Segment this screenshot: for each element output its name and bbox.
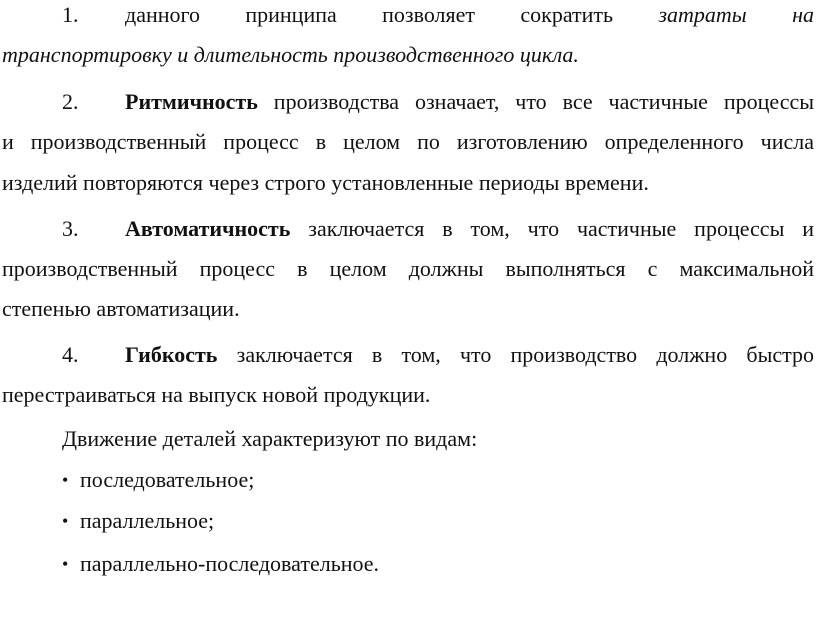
item-4-continuation: перестраиваться на выпуск новой продукции. [2, 382, 431, 407]
item-3-text [125, 214, 814, 244]
item-1-continuation: транспортировку и длительность производственного цикла. [2, 42, 579, 67]
item-1-text [125, 0, 814, 30]
item-4-text [125, 340, 814, 370]
item-3-continuation-2: степенью автоматизации. [2, 296, 240, 321]
item-4-term: Гибкость [125, 342, 218, 367]
item-1-line-2 [0, 40, 816, 70]
item-3-term: Автоматичность [125, 216, 291, 241]
item-2-line-1 [0, 87, 816, 117]
item-3-line-1 [0, 214, 816, 244]
item-1-text-italic: затраты на [658, 2, 814, 27]
item-2-number: 2. [62, 89, 79, 114]
item-3-continuation-1: производственный процесс в целом должны выполняться с максимальной [2, 256, 814, 281]
item-4-line-2 [0, 380, 816, 410]
item-3-number: 3. [62, 216, 79, 241]
item-1-line-1 [0, 0, 816, 30]
bullet-list-item [0, 465, 816, 495]
movement-intro: Движение деталей характеризуют по видам: [62, 426, 478, 451]
item-2-line-3 [0, 168, 816, 198]
item-2-line-2 [0, 127, 816, 157]
item-4-text-rest: заключается в том, что производство должно быстро [236, 342, 815, 367]
bullet-icon: • [62, 554, 69, 574]
bullet-icon: • [62, 470, 69, 490]
item-3-line-3 [0, 294, 816, 324]
item-2-continuation-2: изделий повторяются через строго установленные периоды времени. [2, 170, 649, 195]
item-1-text-plain: данного принципа позволяет сократить [125, 2, 614, 27]
bullet-list-item [0, 549, 816, 579]
bullet-list-item [0, 506, 816, 536]
bullet-text: параллельное; [80, 508, 215, 533]
item-4-line-1 [0, 340, 816, 370]
item-4-number: 4. [62, 342, 79, 367]
item-2-text [125, 87, 814, 117]
item-2-term: Ритмичность [125, 89, 258, 114]
item-2-text-rest: производства означает, что все частичные процессы [273, 89, 814, 114]
item-2-continuation-1: и производственный процесс в целом по изготовлению определенного числа [2, 129, 814, 154]
movement-intro-line [0, 424, 816, 454]
item-1-number: 1. [62, 2, 79, 27]
item-3-text-rest: заключается в том, что частичные процессы и [308, 216, 815, 241]
bullet-icon: • [62, 511, 69, 531]
bullet-text: параллельно-последовательное. [80, 551, 380, 576]
bullet-text: последовательное; [80, 467, 255, 492]
item-3-line-2 [0, 254, 816, 284]
